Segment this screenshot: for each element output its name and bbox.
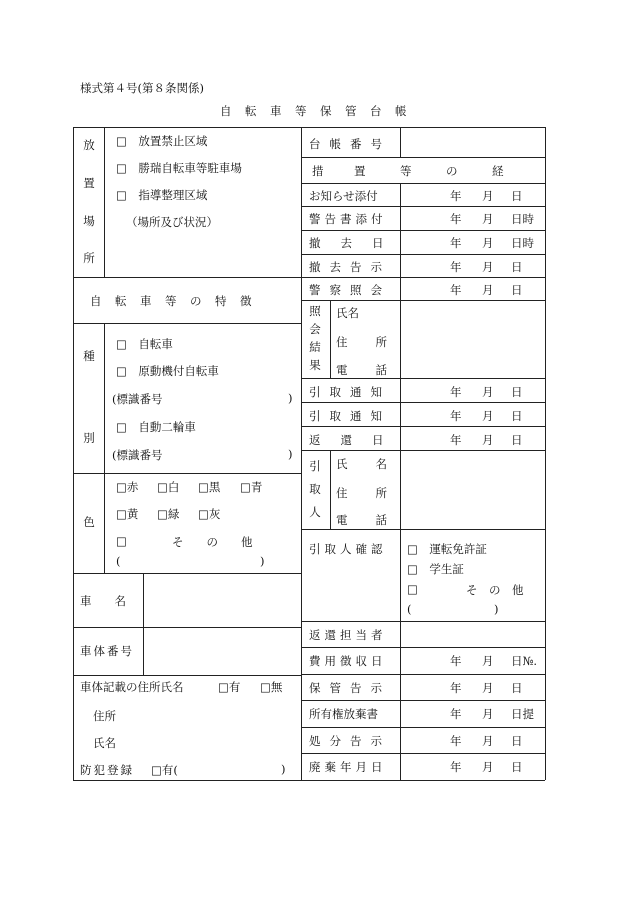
date-year: 年 — [450, 707, 462, 721]
return-staff-label: 返還担当者 — [309, 628, 387, 642]
return-date-label: 返還日 — [309, 433, 404, 447]
other-id-label: そ の 他 — [466, 583, 524, 597]
checkbox-white[interactable]: □白 — [157, 480, 180, 494]
owner-label: 車体記載の住所氏名 — [80, 680, 184, 694]
date-year: 年 — [450, 409, 462, 423]
date-year: 年 — [450, 189, 462, 203]
other-color-close: ) — [260, 554, 265, 568]
plate-number-label: (標識番号 — [112, 392, 163, 406]
color-label: 色 — [83, 515, 95, 529]
type-label-char: 種 — [83, 349, 95, 363]
location-label-char: 所 — [83, 251, 95, 265]
vehicle-name-label: 車 名 — [80, 594, 126, 608]
date-year: 年 — [450, 260, 462, 274]
date-day: 日 — [511, 681, 523, 695]
date-year: 年 — [450, 734, 462, 748]
date-month: 月 — [482, 385, 494, 399]
location-note: （場所及び状況） — [126, 215, 218, 229]
date-day: 日 — [511, 409, 523, 423]
other-color-open: ( — [116, 554, 121, 568]
fee-collection-label: 費用徴収日 — [309, 654, 387, 668]
removal-date-label: 撤去日 — [309, 236, 404, 250]
date-month: 月 — [482, 409, 494, 423]
date-month: 月 — [482, 760, 494, 774]
measures-header-char: 置 — [354, 164, 366, 178]
location-label-char: 置 — [83, 176, 95, 190]
date-day: 日 — [511, 734, 523, 748]
claimant-check-label: 引取人確認 — [309, 542, 387, 556]
disposal-date-label: 廃棄年月日 — [309, 760, 387, 774]
measures-header-char: 経 — [492, 164, 504, 178]
measures-header-char: の — [446, 164, 458, 178]
notice-attached-label: お知らせ添付 — [309, 189, 378, 203]
date-year: 年 — [450, 681, 462, 695]
checkbox-motorcycle[interactable]: □ 自動二輪車 — [116, 420, 196, 434]
inquiry-label-char: 果 — [309, 358, 321, 372]
plate-number-close: ) — [288, 391, 293, 405]
police-inquiry-label: 警察照会 — [309, 283, 391, 297]
checkbox-green[interactable]: □緑 — [157, 507, 180, 521]
page-title: 自 転 車 等 保 管 台 帳 — [220, 104, 408, 118]
date-day: 日 — [511, 433, 523, 447]
date-month: 月 — [482, 734, 494, 748]
date-month: 月 — [482, 212, 494, 226]
date-month: 月 — [482, 433, 494, 447]
other-id-close: ) — [494, 602, 499, 616]
checkbox-student-id[interactable]: □ 学生証 — [407, 562, 464, 576]
owner-address-label: 住所 — [93, 709, 116, 723]
date-day-no: 日№. — [511, 654, 538, 668]
crime-reg-close: ) — [281, 762, 286, 776]
crime-reg-label: 防犯登録 — [80, 763, 134, 777]
date-month: 月 — [482, 189, 494, 203]
checkbox-other-id[interactable]: □ — [407, 582, 418, 596]
checkbox-crime-reg[interactable]: □有( — [151, 763, 178, 777]
disposal-notice-label: 処分告示 — [309, 734, 391, 748]
date-year: 年 — [450, 760, 462, 774]
date-day-time: 日時 — [511, 212, 534, 226]
checkbox-owner-yes[interactable]: □有 — [218, 680, 241, 694]
date-year: 年 — [450, 236, 462, 250]
checkbox-drivers-license[interactable]: □ 運転免許証 — [407, 542, 487, 556]
inquiry-label-char: 会 — [309, 322, 321, 336]
date-month: 月 — [482, 681, 494, 695]
checkbox-no-parking-zone[interactable]: □ 放置禁止区域 — [116, 134, 208, 148]
inquiry-label-char: 結 — [309, 340, 321, 354]
checkbox-guidance-zone[interactable]: □ 指導整理区域 — [116, 188, 208, 202]
checkbox-black[interactable]: □黒 — [198, 480, 221, 494]
date-month: 月 — [482, 260, 494, 274]
other-color-label: そ の 他 — [172, 535, 253, 549]
measures-header-char: 等 — [400, 164, 412, 178]
date-day: 日 — [511, 760, 523, 774]
date-year: 年 — [450, 385, 462, 399]
claimant-phone-label: 電話 — [336, 513, 415, 527]
checkbox-other-color[interactable]: □ — [116, 534, 127, 548]
plate-number-label: (標識番号 — [112, 448, 163, 462]
other-id-open: ( — [407, 602, 412, 616]
claimant-address-label: 住所 — [336, 486, 415, 500]
form-number-label: 様式第４号(第８条関係) — [80, 81, 204, 95]
claimant-label-char: 取 — [309, 482, 321, 496]
date-month: 月 — [482, 654, 494, 668]
inquiry-address-label: 住所 — [336, 335, 415, 349]
type-label-char: 別 — [83, 431, 95, 445]
claimant-label-char: 人 — [309, 505, 321, 519]
date-month: 月 — [482, 236, 494, 250]
pickup-notice-label: 引取通知 — [309, 409, 391, 423]
date-month: 月 — [482, 707, 494, 721]
measures-header-char: 措 — [312, 164, 324, 178]
checkbox-yellow[interactable]: □黄 — [116, 507, 139, 521]
date-year: 年 — [450, 283, 462, 297]
plate-number-close: ) — [288, 447, 293, 461]
checkbox-shozui-parking[interactable]: □ 勝瑞自転車等駐車場 — [116, 161, 242, 175]
inquiry-label-char: 照 — [309, 304, 321, 318]
date-day-submit: 日提 — [511, 707, 534, 721]
storage-notice-label: 保管告示 — [309, 681, 391, 695]
date-month: 月 — [482, 283, 494, 297]
claimant-label-char: 引 — [309, 459, 321, 473]
date-day: 日 — [511, 283, 523, 297]
checkbox-gray[interactable]: □灰 — [198, 507, 221, 521]
claimant-name-label: 氏名 — [336, 457, 415, 471]
date-year: 年 — [450, 433, 462, 447]
body-number-label: 車体番号 — [80, 644, 134, 658]
ownership-waiver-label: 所有権放棄書 — [309, 707, 378, 721]
date-day: 日 — [511, 189, 523, 203]
checkbox-owner-no[interactable]: □無 — [260, 680, 283, 694]
checkbox-blue[interactable]: □青 — [240, 480, 263, 494]
date-day: 日 — [511, 260, 523, 274]
removal-notice-label: 撤去告示 — [309, 260, 391, 274]
checkbox-red[interactable]: □赤 — [116, 480, 139, 494]
checkbox-moped[interactable]: □ 原動機付自転車 — [116, 364, 219, 378]
date-day: 日 — [511, 385, 523, 399]
date-year: 年 — [450, 654, 462, 668]
inquiry-name-label: 氏名 — [336, 306, 359, 320]
features-header: 自 転 車 等 の 特 徴 — [90, 294, 253, 308]
owner-name-label: 氏名 — [93, 736, 116, 750]
date-day-time: 日時 — [511, 236, 534, 250]
inquiry-phone-label: 電話 — [336, 363, 415, 377]
ledger-number-label: 台帳番号 — [309, 137, 391, 151]
pickup-notice-label: 引取通知 — [309, 385, 391, 399]
location-label-char: 放 — [83, 138, 95, 152]
checkbox-bicycle[interactable]: □ 自転車 — [116, 337, 173, 351]
warning-attached-label: 警告書添付 — [309, 212, 387, 226]
date-year: 年 — [450, 212, 462, 226]
location-label-char: 場 — [83, 214, 95, 228]
